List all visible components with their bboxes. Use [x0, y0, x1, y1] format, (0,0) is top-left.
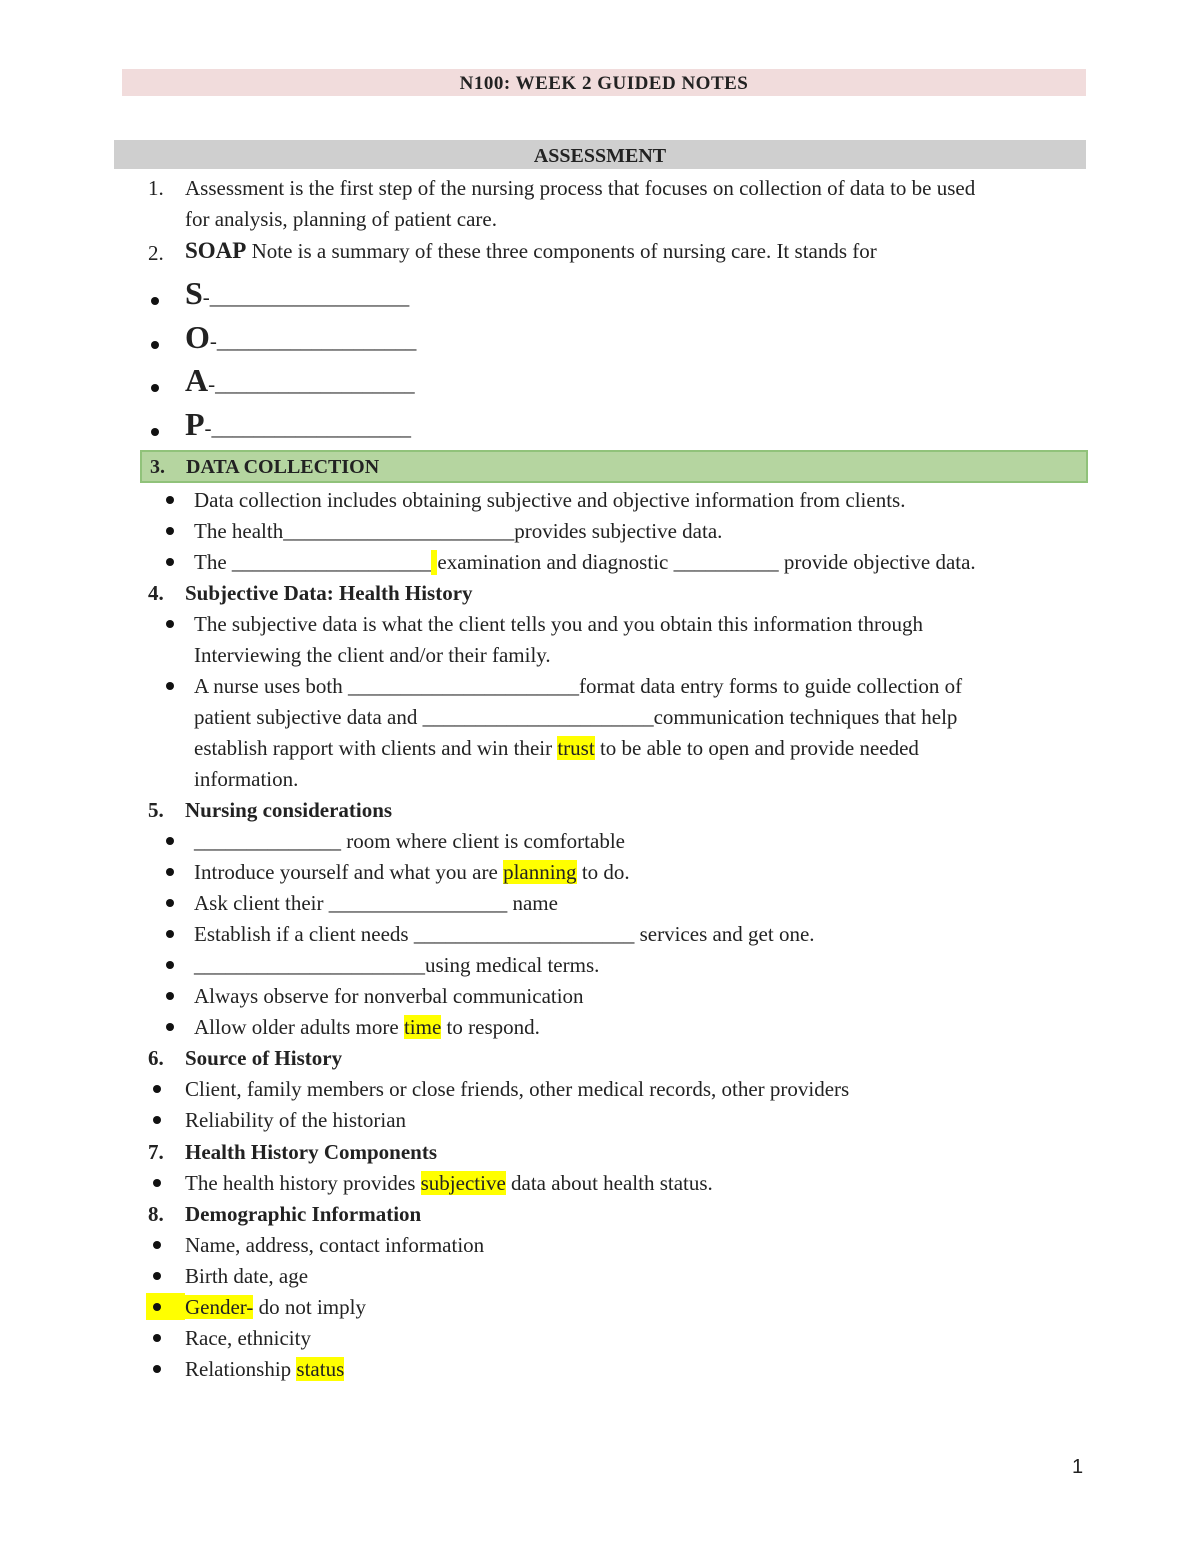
soap-p-letter: P	[185, 406, 205, 442]
section8-title: Demographic Information	[185, 1202, 422, 1226]
section8-number: 8.	[148, 1202, 164, 1226]
section4-bullet1-line2: Interviewing the client and/or their family.	[194, 643, 551, 667]
section5-bullet2	[194, 860, 630, 885]
bullet-icon	[166, 620, 174, 628]
section8-bullet2: Birth date, age	[185, 1264, 309, 1288]
bullet-icon	[166, 992, 174, 1000]
soap-a-blank: -___________________	[208, 372, 415, 396]
section5-b2-b: to do.	[576, 860, 630, 884]
section3-heading	[140, 450, 1088, 483]
section4-title: Subjective Data: Health History	[185, 581, 473, 605]
section7-number: 7.	[148, 1140, 164, 1164]
bullet-icon	[166, 837, 174, 845]
section7-bullet1	[185, 1171, 713, 1196]
bullet-icon	[153, 1365, 161, 1373]
bullet-icon	[166, 496, 174, 504]
section5-title: Nursing considerations	[185, 798, 393, 822]
item1-number: 1.	[148, 176, 164, 200]
section5-b2-a: Introduce yourself and what you are	[194, 860, 504, 884]
section3-bullet2: The health______________________provides subjective data.	[194, 519, 723, 543]
bullet-icon	[166, 868, 174, 876]
section4-number: 4.	[148, 581, 164, 605]
highlight-gender: Gender-	[185, 1295, 254, 1319]
section7-b1-b: data about health status.	[505, 1171, 713, 1195]
document-title: N100: WEEK 2 GUIDED NOTES	[122, 69, 1086, 96]
highlight-time: time	[403, 1015, 442, 1039]
item2-text	[185, 238, 877, 264]
section5-bullet4: Establish if a client needs _____________________ services and get one.	[194, 922, 815, 946]
bullet-icon	[153, 1085, 161, 1093]
section5-b7-b: to respond.	[441, 1015, 540, 1039]
section4-bullet2-line2: patient subjective data and ______________________communication techniques that help	[194, 705, 958, 729]
section5-bullet7	[194, 1015, 540, 1040]
section4-bullet1-line1: The subjective data is what the client tells you and you obtain this information through	[194, 612, 924, 636]
section3-bullet3-a: The ___________________	[194, 550, 432, 574]
bullet-icon	[166, 899, 174, 907]
soap-o-blank: -___________________	[209, 329, 417, 353]
item2-number: 2.	[148, 241, 164, 265]
section5-number: 5.	[148, 798, 164, 822]
section4-b2l3-b: to be able to open and provide needed	[594, 736, 919, 760]
section5-bullet1: ______________ room where client is comfortable	[194, 829, 625, 853]
section6-bullet1: Client, family members or close friends, other medical records, other providers	[185, 1077, 850, 1101]
bullet-icon	[151, 384, 159, 392]
section6-bullet2: Reliability of the historian	[185, 1108, 407, 1132]
section8-bullet1: Name, address, contact information	[185, 1233, 485, 1257]
bullet-icon	[166, 1023, 174, 1031]
section8-bullet5	[185, 1357, 344, 1382]
section3-title: DATA COLLECTION	[186, 456, 380, 478]
soap-s-blank: -___________________	[202, 285, 410, 309]
section5-bullet3: Ask client their _________________ name	[194, 891, 558, 915]
section6-number: 6.	[148, 1046, 164, 1070]
section5-bullet6: Always observe for nonverbal communication	[194, 984, 584, 1008]
section6-title: Source of History	[185, 1046, 343, 1070]
soap-a	[185, 362, 415, 399]
soap-o	[185, 319, 416, 356]
highlight-planning: planning	[503, 860, 577, 884]
highlight-subjective: subjective	[420, 1171, 506, 1195]
page-number: 1	[1072, 1456, 1084, 1478]
soap-s-letter: S	[185, 275, 203, 311]
section7-b1-a: The health history provides	[185, 1171, 421, 1195]
section3-bullet3-b: examination and diagnostic __________ provide objective data.	[437, 550, 976, 574]
item2-rest: Note is a summary of these three components of nursing care. It stands for	[246, 239, 877, 263]
soap-o-letter: O	[185, 319, 210, 355]
section7-title: Health History Components	[185, 1140, 437, 1164]
bullet-icon	[153, 1116, 161, 1124]
bullet-icon	[153, 1334, 161, 1342]
bullet-icon	[151, 341, 159, 349]
section3-number: 3.	[150, 456, 165, 478]
soap-p-blank: -___________________	[204, 416, 412, 440]
highlight-status: status	[296, 1357, 345, 1381]
soap-a-letter: A	[185, 362, 209, 398]
bullet-icon	[166, 930, 174, 938]
section4-bullet2-line1: A nurse uses both ______________________format data entry forms to guide collection of	[194, 674, 963, 698]
soap-bold: SOAP	[185, 238, 247, 263]
highlight-gender-bullet	[146, 1293, 185, 1320]
bullet-icon	[153, 1272, 161, 1280]
bullet-icon	[166, 527, 174, 535]
soap-p	[185, 406, 411, 443]
section4-b2l3-a: establish rapport with clients and win their	[194, 736, 558, 760]
bullet-icon	[153, 1241, 161, 1249]
section8-bullet4: Race, ethnicity	[185, 1326, 311, 1350]
bullet-icon	[166, 558, 174, 566]
section5-b7-a: Allow older adults more	[194, 1015, 404, 1039]
bullet-icon	[153, 1179, 161, 1187]
section8-b3-b: do not imply	[253, 1295, 366, 1319]
section3-bullet1: Data collection includes obtaining subjective and objective information from clients.	[194, 488, 906, 512]
section4-bullet2-line3	[194, 736, 919, 761]
item1-line1: Assessment is the first step of the nursing process that focuses on collection of data to be used	[185, 176, 976, 200]
soap-s	[185, 275, 409, 312]
item1-line2: for analysis, planning of patient care.	[185, 207, 497, 231]
section5-bullet5: ______________________using medical terms.	[194, 953, 600, 977]
bullet-icon	[151, 297, 159, 305]
bullet-icon	[151, 428, 159, 436]
highlight-trust: trust	[557, 736, 595, 760]
section4-bullet2-line4: information.	[194, 767, 299, 791]
section8-b5-a: Relationship	[185, 1357, 297, 1381]
section3-bullet3	[194, 550, 976, 575]
bullet-icon	[166, 961, 174, 969]
bullet-icon	[153, 1303, 161, 1311]
bullet-icon	[166, 682, 174, 690]
assessment-heading: ASSESSMENT	[114, 140, 1086, 169]
section8-bullet3	[185, 1295, 366, 1320]
